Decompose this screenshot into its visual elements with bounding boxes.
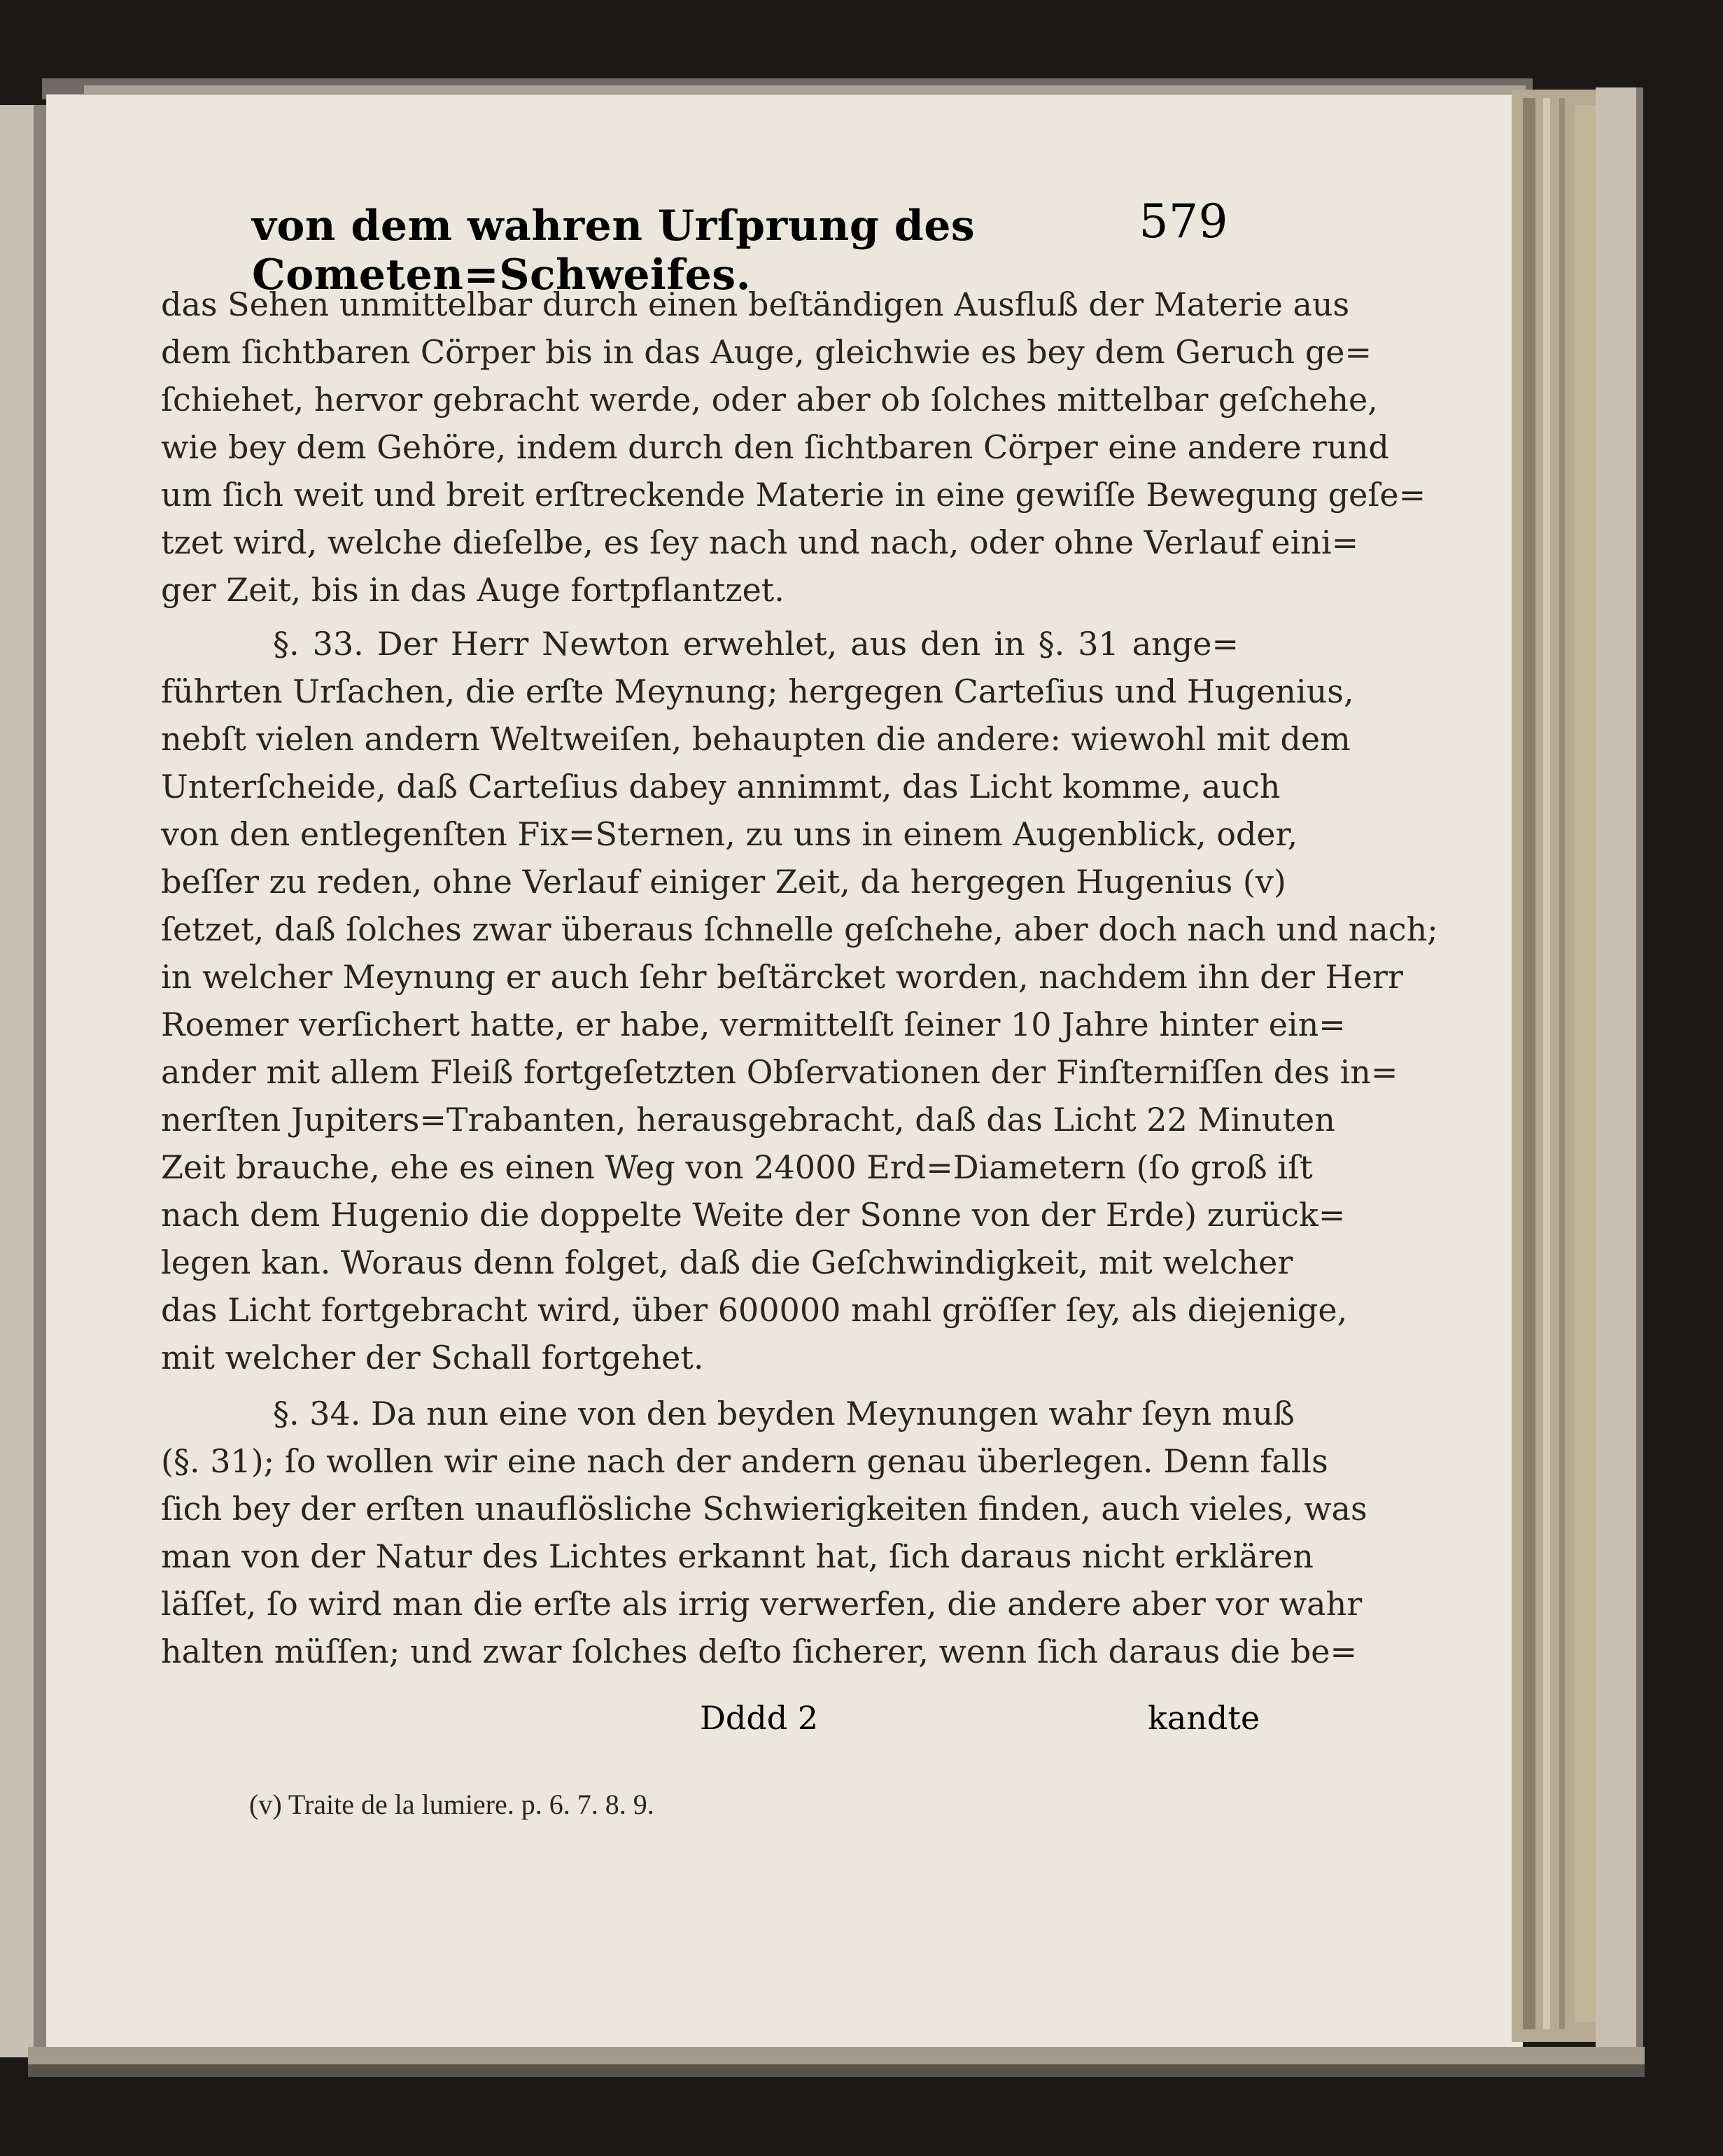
text-line: Zeit brauche, ehe es einen Weg von 24000 Erd=Diametern (ſo groß iſt <box>161 1148 1313 1186</box>
text-line: tzet wird, welche dieſelbe, es ſey nach und nach, oder ohne Verlauf eini= <box>161 523 1359 561</box>
text-line: legen kan. Woraus denn folget, daß die Geſchwindigkeit, mit welcher <box>161 1243 1293 1281</box>
text-line: nach dem Hugenio die doppelte Weite der Sonne von der Erde) zurück= <box>161 1196 1346 1234</box>
text-line: nebſt vielen andern Weltweiſen, behaupten die andere: wiewohl mit dem <box>161 720 1351 758</box>
text-line: Unterſcheide, daß Carteſius dabey annimmt, das Licht komme, auch <box>161 768 1281 805</box>
text-line: nerſten Jupiters=Trabanten, herausgebracht, daß das Licht 22 Minuten <box>161 1101 1335 1139</box>
text-line: (§. 31); ſo wollen wir eine nach der andern genau überlegen. Denn falls <box>161 1442 1328 1480</box>
text-line: dem ſichtbaren Cörper bis in das Auge, gleichwie es bey dem Geruch ge= <box>161 333 1372 371</box>
paragraph-start-line: §. 34. Da nun eine von den beyden Meynungen wahr ſeyn muß <box>273 1395 1295 1432</box>
cover-board-right <box>1596 87 1638 2047</box>
text-line: läſſet, ſo wird man die erſte als irrig verwerfen, die andere aber vor wahr <box>161 1585 1363 1623</box>
paragraph-start-line: §. 33. Der Herr Newton erwehlet, aus den in §. 31 ange= <box>273 625 1239 663</box>
text-line: Roemer verſichert hatte, er habe, vermittelſt ſeiner 10 Jahre hinter ein= <box>161 1006 1346 1043</box>
text-line: halten müſſen; und zwar ſolches deſto ſicherer, wenn ſich daraus die be= <box>161 1633 1358 1670</box>
text-line: ger Zeit, bis in das Auge fortpflantzet. <box>161 571 785 609</box>
text-line: das Sehen unmittelbar durch einen beſtändigen Ausfluß der Materie aus <box>161 286 1350 323</box>
text-line: um ſich weit und breit erſtreckende Materie in eine gewiſſe Bewegung geſe= <box>161 476 1426 514</box>
text-line: beſſer zu reden, ohne Verlauf einiger Zeit, da hergegen Hugenius (v) <box>161 863 1286 901</box>
running-head-title: von dem wahren Urſprung des Cometen=Schweifes. <box>252 202 976 300</box>
text-line: ſich bey der erſten unauflösliche Schwierigkeiten finden, auch vieles, was <box>161 1490 1367 1528</box>
page-number: 579 <box>1139 195 1228 248</box>
text-line: von den entlegenſten Fix=Sternen, zu uns in einem Augenblick, oder, <box>161 815 1298 853</box>
text-line: man von der Natur des Lichtes erkannt hat, ſich daraus nicht erklären <box>161 1537 1314 1575</box>
catchword: kandte <box>1148 1699 1260 1737</box>
text-line: ſetzet, daß ſolches zwar überaus ſchnelle geſchehe, aber doch nach und nach; <box>161 910 1438 948</box>
text-line: ander mit allem Fleiß fortgeſetzten Obſervationen der Finſterniſſen des in= <box>161 1053 1398 1091</box>
text-line: führten Urſachen, die erſte Meynung; hergegen Carteſius und Hugenius, <box>161 672 1354 710</box>
text-line: mit welcher der Schall fortgehet. <box>161 1339 704 1376</box>
running-head <box>252 195 1228 300</box>
text-line: das Licht fortgebracht wird, über 600000 mahl gröſſer ſey, als diejenige, <box>161 1291 1348 1329</box>
text-line: wie bey dem Gehöre, indem durch den ſichtbaren Cörper eine andere rund <box>161 428 1389 466</box>
signature-mark: Dddd 2 <box>700 1699 819 1737</box>
text-line: ſchiehet, hervor gebracht werde, oder aber ob ſolches mittelbar geſchehe, <box>161 381 1378 418</box>
text-line: in welcher Meynung er auch ſehr beſtärcket worden, nachdem ihn der Herr <box>161 958 1403 996</box>
footnote: (v) Traite de la lumiere. p. 6. 7. 8. 9. <box>249 1789 654 1820</box>
